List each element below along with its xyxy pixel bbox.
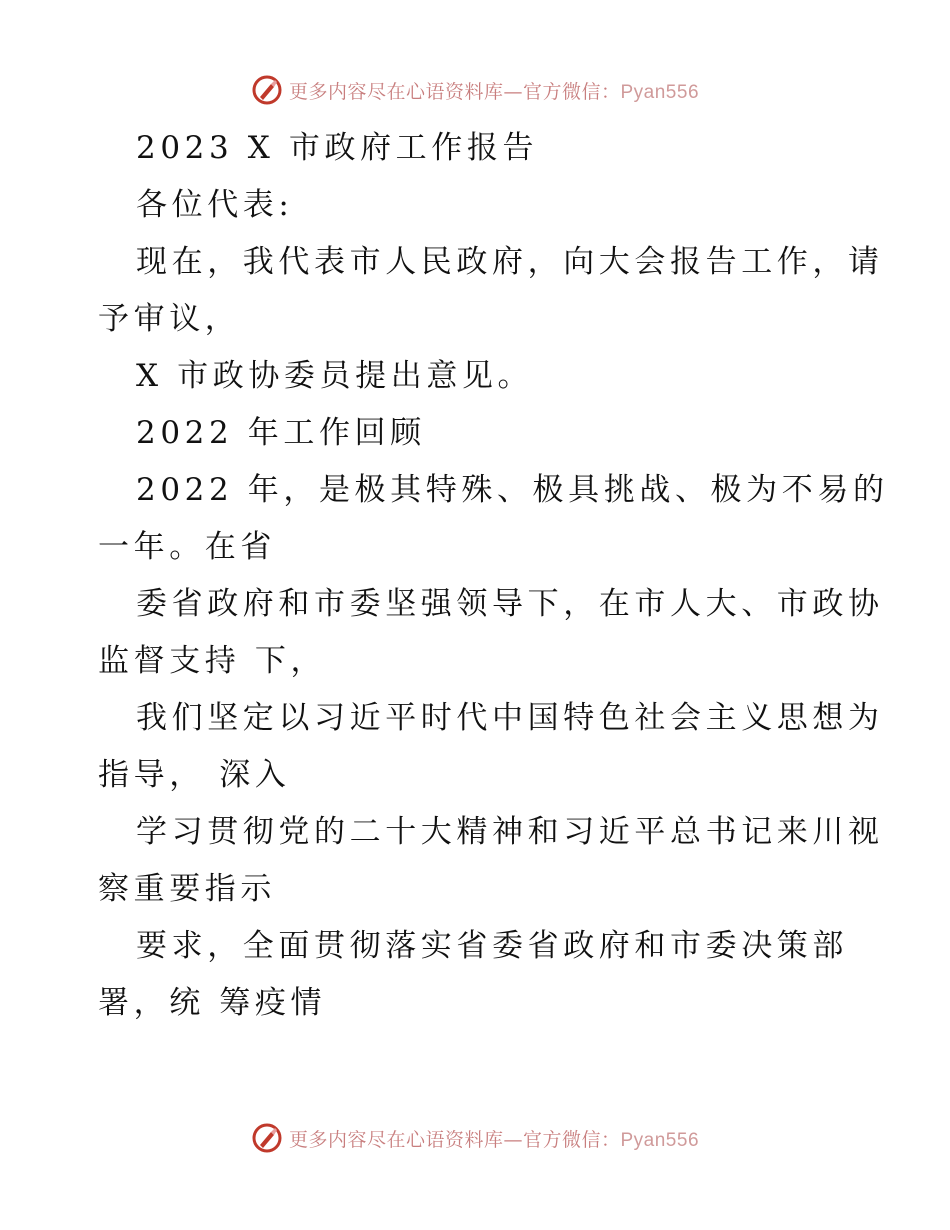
paragraph-line: 各位代表: <box>136 187 294 223</box>
watermark-account: Pyan556 <box>620 81 700 103</box>
pen-logo-icon <box>251 74 283 106</box>
paragraph-line: 现在，我代表市人民政府，向大会报告工作，请 <box>136 244 884 280</box>
paragraph-line: 予审议， <box>98 301 241 337</box>
paragraph-line: 学习贯彻党的二十大精神和习近平总书记来川视 <box>136 814 884 850</box>
pen-logo-icon <box>251 1122 283 1154</box>
paragraph-line: 委省政府和市委坚强领导下，在市人大、市政协 <box>136 586 884 622</box>
paragraph-line: 指导， 深入 <box>98 757 291 793</box>
watermark-suffix: 官方微信： <box>522 80 621 103</box>
paragraph-line: 2022 年，是极其特殊、极具挑战、极为不易的 <box>136 472 889 508</box>
watermark-text <box>289 1125 699 1152</box>
watermark-suffix: 官方微信： <box>522 1128 621 1151</box>
watermark-account: Pyan556 <box>620 1129 700 1151</box>
watermark-main: 更多内容尽在心语资料库 <box>288 80 504 103</box>
paragraph-line: 2022 年工作回顾 <box>136 415 426 451</box>
watermark-main: 更多内容尽在心语资料库 <box>288 1128 504 1151</box>
watermark-header <box>0 70 950 110</box>
paragraph-line: 2023 X 市政府工作报告 <box>136 130 539 166</box>
document-body <box>98 120 889 1032</box>
watermark-footer <box>0 1118 950 1158</box>
paragraph-line: 署，统 筹疫情 <box>98 985 327 1021</box>
paragraph-line: 要求，全面贯彻落实省委省政府和市委决策部 <box>136 928 848 964</box>
paragraph-line: 我们坚定以习近平时代中国特色社会主义思想为 <box>136 700 884 736</box>
paragraph-line: 察重要指示 <box>98 871 276 907</box>
watermark-separator: — <box>503 80 523 103</box>
watermark-text <box>289 77 699 104</box>
paragraph-line: 一年。在省 <box>98 529 276 565</box>
paragraph-line: X 市政协委员提出意见。 <box>136 358 534 394</box>
paragraph-line: 监督支持 下， <box>98 643 327 679</box>
watermark-separator: — <box>503 1128 523 1151</box>
